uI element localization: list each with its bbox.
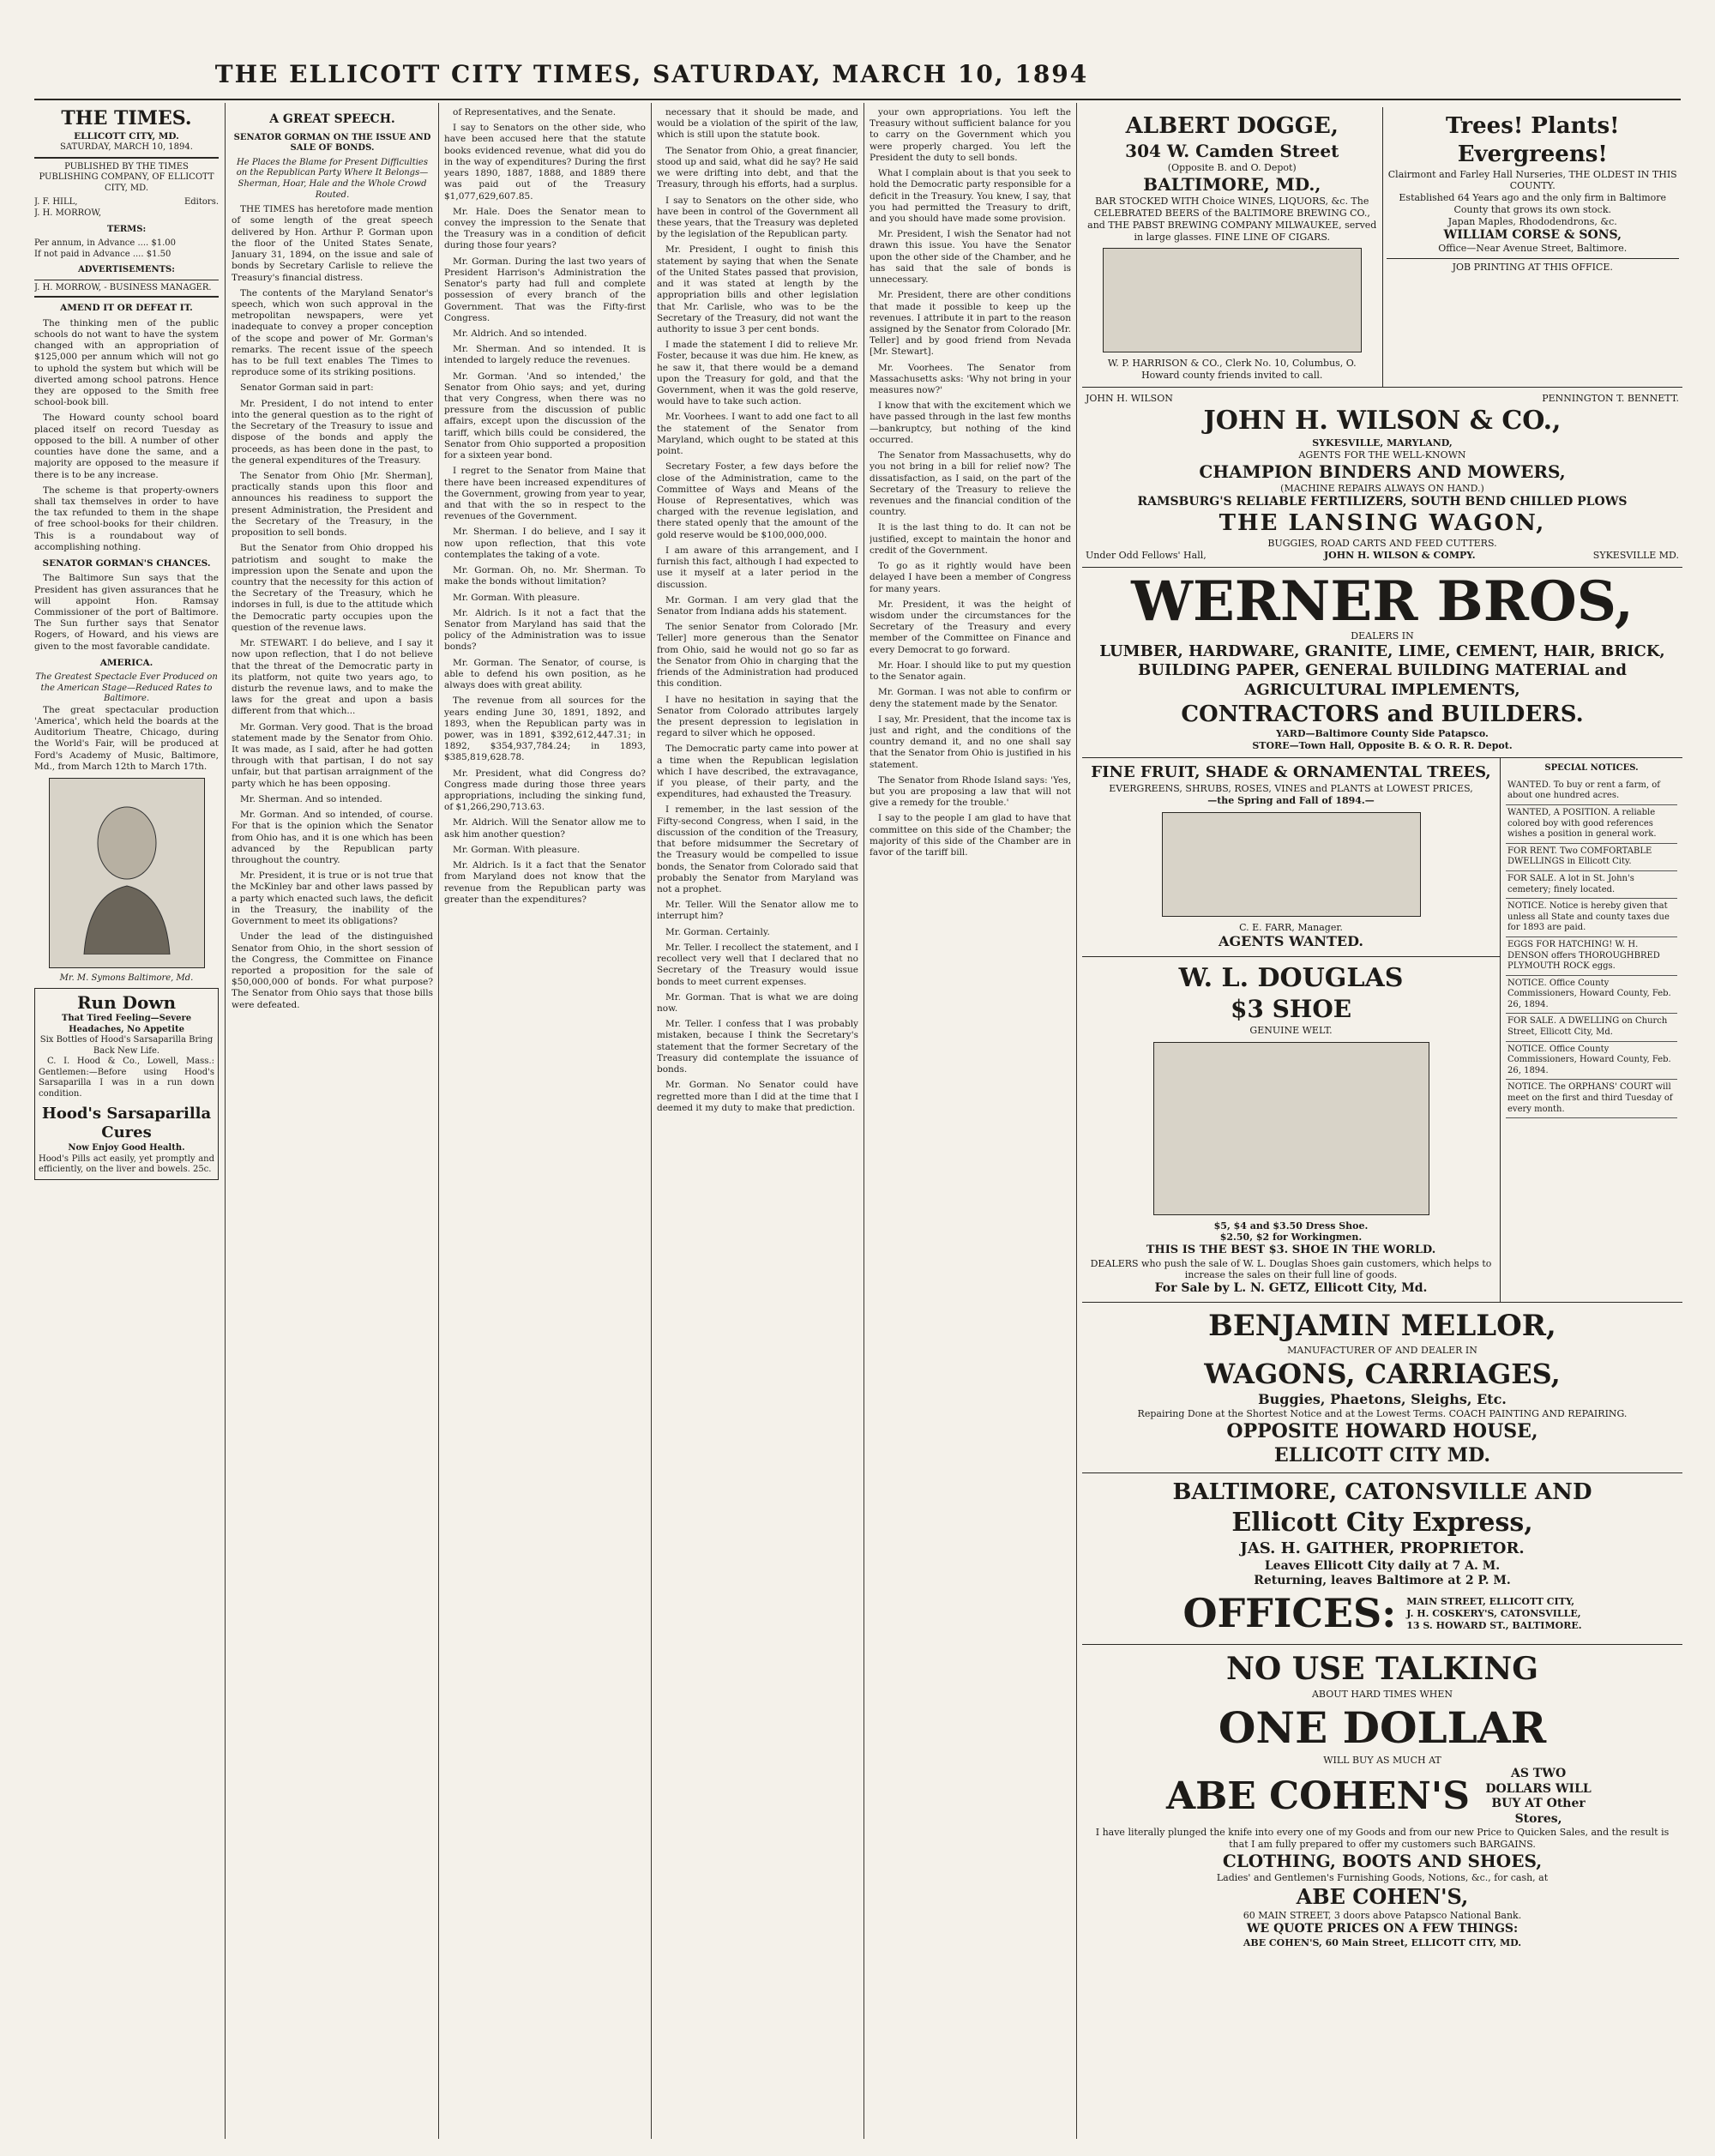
ad-line: JAS. H. GAITHER, PROPRIETOR.	[1240, 1539, 1525, 1557]
article-head-america: AMERICA.	[99, 657, 153, 668]
ad-line: Established 64 Years ago and the only firm in Baltimore County that grows its own stock.	[1399, 192, 1667, 216]
ad-city: SYKESVILLE, MARYLAND,	[1312, 437, 1453, 449]
engraving-caption: W. P. HARRISON & CO., Clerk No. 10, Columbus, O.	[1107, 358, 1357, 370]
paragraph: Mr. President, what did Congress do? Congress made during those three years appropriations, including the sinking fund, of $1,266,290,713.63.	[444, 768, 646, 813]
ad-mellor	[1082, 1303, 1682, 1473]
notice-item: WANTED. To buy or rent a farm, of about one hundred acres.	[1506, 778, 1677, 805]
ad-line: Buggies, Phaetons, Sleighs, Etc.	[1258, 1390, 1507, 1407]
editors-label: Editors.	[184, 197, 219, 208]
paragraph: I say to the people I am glad to have that committee on this side of the Chamber; the majority of this side of the Chamber are in favor of the tariff bill.	[870, 813, 1071, 858]
notice-item: FOR SALE. A lot in St. John's cemetery; finely located.	[1506, 871, 1677, 899]
paragraph: Mr. Gorman. I was not able to confirm or deny the statement made by the Senator.	[870, 687, 1071, 709]
ad-foot: Howard county friends invited to call.	[1141, 370, 1323, 382]
paragraph: I know that with the excitement which we have passed through in the last few months—bankruptcy, but nothing of the kind occurred.	[870, 400, 1071, 445]
ad-albert-dogge	[1082, 107, 1383, 387]
ad-line: WAGONS, CARRIAGES,	[1204, 1357, 1561, 1390]
ad-title: JOHN H. WILSON & CO.,	[1203, 406, 1562, 436]
paragraph: Mr. Hale. Does the Senator mean to convey the impression to the Senate that the Treasury was in a condition of deficit during those four years?	[444, 206, 646, 251]
column-rule	[225, 103, 226, 2139]
paragraph: Mr. Teller. I recollect the statement, and I recollect very well that I declared that no Secretary of the Treasury would issue bonds to meet current expenses.	[657, 942, 858, 987]
paragraph: I regret to the Senator from Maine that there have been increased expenditures of the Government, growing from year to year, and that with the so in respect to the revenues of the Government.	[444, 466, 646, 522]
notice-item: NOTICE. Office County Commissioners, Howard County, Feb. 26, 1894.	[1506, 1042, 1677, 1081]
portrait-caption: Mr. M. Symons Baltimore, Md.	[59, 973, 194, 984]
paragraph: Mr. Voorhees. The Senator from Massachusetts asks: 'Why not bring in your measures now?'	[870, 362, 1071, 396]
paragraph: Mr. President, it was the height of wisdom under the circumstances for the Secretary of the Treasury and every member of the Committee on Finance and every Democrat to go forward.	[870, 599, 1071, 655]
ad-title: Ellicott City Express,	[1231, 1508, 1533, 1539]
ad-abe-cohen	[1082, 1645, 1682, 1954]
office-address: 13 S. HOWARD ST., BALTIMORE.	[1406, 1619, 1582, 1631]
date-line: SATURDAY, MARCH 10, 1894.	[60, 142, 193, 152]
office-address: MAIN STREET, ELLICOTT CITY,	[1406, 1596, 1575, 1608]
article-sub-america: The Greatest Spectacle Ever Produced on the American Stage—Reduced Rates to Baltimore.	[35, 672, 218, 704]
paragraph: Mr. Gorman. With pleasure.	[453, 592, 581, 603]
ad-head-run-down: Run Down	[76, 991, 177, 1013]
paragraph: Mr. Gorman. Oh, no. Mr. Sherman. To make the bonds without limitation?	[444, 565, 646, 587]
paragraph: Mr. President, there are other conditions that made it possible to keep up the revenues. I attribute it in part to the reason assigned by the Senator from Colorado [Mr. Teller] and by good friend from Nevada [Mr. Stewart].	[870, 290, 1071, 358]
paragraph: I say to Senators on the other side, who have been in control of the Government all these years, that the Treasury was depleted by the legislation of the Republican party.	[657, 195, 858, 240]
paragraph: Mr. Sherman. And so intended.	[240, 793, 382, 804]
ad-tag: Now Enjoy Good Health.	[68, 1143, 185, 1153]
ad-title: WERNER BROS,	[1131, 569, 1634, 634]
notice-item: NOTICE. Office County Commissioners, Howard County, Feb. 26, 1894.	[1506, 976, 1677, 1015]
article-dek: He Places the Blame for Present Difficulties on the Republican Party Where It Belongs—Sherman, Hoar, Hale and the Whole Crowd Routed.	[236, 157, 429, 200]
ad-city: BALTIMORE, MD.,	[1143, 173, 1321, 195]
paragraph: I have no hesitation in saying that the Senator from Colorado attributes largely the present depression to legislation in regard to silver which he opposed.	[657, 694, 858, 739]
brewery-engraving	[1103, 248, 1362, 352]
paragraph: To go as it rightly would have been delayed I have been a member of Congress for many years.	[870, 561, 1071, 594]
paragraph: Mr. Gorman. I am very glad that the Senator from Indiana adds his statement.	[657, 594, 858, 617]
ad-title: Trees! Plants! Evergreens!	[1445, 113, 1620, 167]
article-head-amend: AMEND IT OR DEFEAT IT.	[60, 303, 193, 314]
ad-title: W. L. DOUGLAS	[1178, 962, 1404, 993]
ad-title: ALBERT DOGGE,	[1125, 113, 1339, 139]
ad-werner	[1082, 568, 1682, 759]
ad-body: C. I. Hood & Co., Lowell, Mass.: Gentlemen:—Before using Hood's Sarsaparilla I was in a run down condition.	[39, 1057, 214, 1099]
city-line: ELLICOTT CITY, MD.	[74, 130, 179, 142]
ad-line: ELLICOTT CITY MD.	[1273, 1443, 1491, 1466]
partner-name: PENNINGTON T. BENNETT.	[1542, 393, 1679, 405]
ad-name: WILLIAM CORSE & SONS,	[1443, 227, 1622, 242]
paragraph: The Baltimore Sun says that the President has given assurances that he will appoint Hon. Ramsay Commissioner of the port of Baltimore. The Sun further says that Senator Rogers, of Howard, and his views are given to the most favorable candidate.	[34, 573, 219, 652]
paragraph: It is the last thing to do. It can not be justified, except to maintain the honor and credit of the Government.	[870, 522, 1071, 556]
terms-1: Per annum, in Advance .... $1.00	[34, 238, 176, 249]
ad-title: BALTIMORE, CATONSVILLE AND	[1172, 1479, 1592, 1506]
ad-banner: THIS IS THE BEST $3. SHOE IN THE WORLD.	[1146, 1244, 1436, 1257]
ad-line: ABOUT HARD TIMES WHEN	[1311, 1689, 1453, 1701]
ad-line: Repairing Done at the Shortest Notice and at the Lowest Terms. COACH PAINTING AND REPAIRING.	[1137, 1408, 1628, 1420]
masthead: THE ELLICOTT CITY TIMES, SATURDAY, MARCH 10, 1894	[214, 60, 1089, 88]
ad-title: FINE FRUIT, SHADE & ORNAMENTAL TREES,	[1091, 763, 1491, 782]
ad-location: Office—Near Avenue Street, Baltimore.	[1438, 243, 1628, 255]
paragraph: The revenue from all sources for the years ending June 30, 1891, 1892, and 1893, when the Republican party was in power, was in 1891, $392,612,447.31; in 1892, $354,937,784.24; in 1893, $385,819,628.78.	[444, 696, 646, 763]
top-rule	[34, 99, 1681, 100]
ad-express	[1082, 1473, 1682, 1644]
ad-line: C. E. FARR, Manager.	[1239, 921, 1343, 933]
ad-foot: JOHN H. WILSON & COMPY.	[1323, 549, 1476, 561]
ad-line: BUGGIES, ROAD CARTS AND FEED CUTTERS.	[1267, 537, 1497, 549]
ad-line: THE LANSING WAGON,	[1219, 510, 1546, 537]
article-body	[870, 107, 1071, 858]
paragraph: The senior Senator from Colorado [Mr. Teller] more generous than the Senator from Ohio, said he would not go so far as the Senator from Ohio in charging that the friends of the Administration had produced this condition.	[657, 622, 858, 690]
manager-line: J. H. MORROW, - BUSINESS MANAGER.	[34, 280, 219, 298]
paragraph: of Representatives, and the Senate.	[453, 107, 617, 117]
paragraph: Mr. Gorman. And so intended, of course. For that is the opinion which the Senator from Ohio has, and it is one which has been advanced by the Republican party throughout the country.	[232, 810, 433, 865]
paragraph: I am aware of this arrangement, and I furnish this fact, although I had expected to use it myself at a later period in the discussion.	[657, 545, 858, 590]
paragraph: Mr. Hoar. I should like to put my question to the Senator again.	[870, 659, 1071, 683]
notice-item: FOR RENT. Two COMFORTABLE DWELLINGS in Ellicott City.	[1506, 844, 1677, 871]
paragraph: necessary that it should be made, and would be a violation of the spirit of the law, which is still upon the statute book.	[657, 107, 858, 141]
ad-line: EVERGREENS, SHRUBS, ROSES, VINES and PLANTS at LOWEST PRICES,	[1109, 782, 1473, 794]
ad-line: AS TWO DOLLARS WILL BUY AT Other Stores,	[1485, 1766, 1592, 1826]
ad-line: AGENTS WANTED.	[1219, 933, 1363, 950]
paragraph: I say, Mr. President, that the income tax is just and right, and the conditions of the country demand it, and no one shall say that the Senator from Ohio is justified in his statement.	[870, 714, 1071, 770]
paragraph: Mr. President, I do not intend to enter into the general question as to the right of the Secretary of the Treasury to issue and dispose of the bonds and apply the proceeds, as has been done in the past, to the general expenditures of the Treasury.	[232, 398, 433, 466]
ad-line: CONTRACTORS and BUILDERS.	[1181, 701, 1584, 727]
article-title: A GREAT SPEECH.	[269, 112, 395, 126]
paragraph: The Howard county school board placed itself on record Tuesday as opposed to the bill. A number of other counties have done the same, and a majority are opposed to the measure if there is to be any increase.	[34, 413, 219, 480]
column-1	[34, 107, 219, 2139]
ad-address-note: (Opposite B. and O. Depot)	[1167, 161, 1297, 173]
paragraph: But the Senator from Ohio dropped his patriotism and sought to make the impression upon the Senate and upon the country that the necessity for this action of the Secretary of the Treasury, which he indorses in full, is due to the attitude which the Democratic party occupies upon the question of the revenue laws.	[232, 543, 433, 633]
paragraph: The Senator from Ohio, a great financier, stood up and said, what did he say? He said we were drifting into debt, and that the Treasury, through his efforts, had a surplus.	[657, 145, 858, 190]
paragraph: I made the statement I did to relieve Mr. Foster, because it was due him. He knew, as he saw it, that there would be a demand upon the Treasury for gold, and that the Government, when it was the gold reserve, would have to take such action.	[657, 340, 858, 407]
ad-foot: Hood's Pills act easily, yet promptly and efficiently, on the liver and bowels. 25c.	[39, 1153, 214, 1175]
ad-line: CHAMPION BINDERS AND MOWERS,	[1199, 461, 1566, 482]
publisher: PUBLISHED BY THE TIMES PUBLISHING COMPANY, OF ELLICOTT CITY, MD.	[39, 161, 214, 193]
ad-line: OFFICES:	[1182, 1589, 1397, 1636]
paragraph: Secretary Foster, a few days before the close of the Administration, came to the Committee of Ways and Means of the House of Representatives, which was charged with the revenue legislation, and there stated openly that the amount of the gold reserve would be $100,000,000.	[657, 461, 858, 540]
ad-foot: SYKESVILLE MD.	[1592, 549, 1679, 561]
fruit-engraving	[1162, 812, 1421, 917]
paragraph: Mr. Gorman. No Senator could have regretted more than I did at the time that I deemed it my duty to make that prediction.	[657, 1080, 858, 1113]
notice-item: EGGS FOR HATCHING! W. H. DENSON offers THOROUGHBRED PLYMOUTH ROCK eggs.	[1506, 937, 1677, 976]
paragraph: Mr. Teller. I confess that I was probably mistaken, because I think the Secretary's statement that the former Secretary of the Treasury did contemplate the issuance of bonds.	[657, 1019, 858, 1075]
ad-trees	[1383, 107, 1683, 387]
paragraph: The scheme is that property-owners shall tax themselves in order to have the tax refunded to them in the shape of free school-books for their children. This is a roundabout way of accomplishing nothing.	[34, 485, 219, 552]
paragraph: Mr. Aldrich. Will the Senator allow me to ask him another question?	[444, 817, 646, 840]
paragraph: Mr. Aldrich. And so intended.	[453, 328, 587, 339]
ad-wilson	[1082, 388, 1682, 568]
ad-line: LUMBER, HARDWARE, GRANITE, LIME, CEMENT, HAIR, BRICK, BUILDING PAPER, GENERAL BUILDING MATERIAL and AGRICULTURAL IMPLEMENTS,	[1099, 641, 1665, 700]
paragraph: The Senator from Massachusetts, why do you not bring in a bill for relief now? The dissatisfaction, as I said, on the part of the Secretary of the Treasury to relieve the revenues and the financial condition of the country.	[870, 450, 1071, 518]
ad-line: GENUINE WELT.	[1249, 1024, 1333, 1036]
ad-line: $5, $4 and $3.50 Dress Shoe.	[1213, 1220, 1369, 1232]
paragraph: The thinking men of the public schools do not want to have the system changed with an appropriation of $125,000 per annum which will not go to uphold the system but which will be diverted among school patrons. Hence they are opposed to the Smith free school-book bill.	[34, 317, 219, 408]
paragraph: Mr. Gorman. That is what we are doing now.	[657, 991, 858, 1014]
notices-head: SPECIAL NOTICES.	[1544, 763, 1639, 774]
paragraph: Mr. President, I wish the Senator had not drawn this issue. You have the Senator upon the other side of the Chamber, and he has said that the sale of bonds is unnecessary.	[870, 229, 1071, 286]
ad-foot: Under Odd Fellows' Hall,	[1086, 549, 1207, 561]
terms-head: TERMS:	[106, 224, 147, 234]
ad-address: 60 MAIN STREET, 3 doors above Patapsco National Bank.	[1243, 1910, 1522, 1922]
editor-2: J. H. MORROW,	[34, 208, 102, 218]
special-notices	[1501, 758, 1682, 1302]
ad-sub: That Tired Feeling—Severe Headaches, No Appetite	[61, 1013, 192, 1034]
paragraph: Mr. Gorman. Very good. That is the broad statement made by the Senator from Ohio. It was made, as I said, after he had gotten through with that partisan, I do not say unfair, but that partisan arraignment of the party which he has been opposing.	[232, 721, 433, 789]
notice-item: WANTED, A POSITION. A reliable colored boy with good references wishes a position in general work.	[1506, 805, 1677, 844]
portrait-engraving	[49, 778, 205, 968]
column-2	[232, 107, 433, 2139]
paragraph: I say to Senators on the other side, who have been accused here that the statute books evidenced revenue, what did you do in the way of expenditures? During the first years 1890, 1887, 1888, and 1889 there was paid out of the Treasury $1,077,629,607.85.	[444, 123, 646, 202]
article-body	[444, 107, 646, 906]
ad-line: Leaves Ellicott City daily at 7 A. M.	[1264, 1558, 1501, 1573]
paragraph: What I complain about is that you seek to hold the Democratic party responsible for a deficit in the Treasury. You knew, I say, that you had permitted the Treasury to drift, and you should have made some provision.	[870, 168, 1071, 224]
shoe-engraving	[1153, 1042, 1429, 1215]
article-body	[232, 204, 433, 1011]
ad-line: RAMSBURG'S RELIABLE FERTILIZERS, SOUTH BEND CHILLED PLOWS	[1137, 494, 1628, 509]
ad-line: $3 SHOE	[1230, 995, 1352, 1024]
ad-line: WE QUOTE PRICES ON A FEW THINGS:	[1246, 1922, 1519, 1936]
ad-name: ABE COHEN'S,	[1296, 1884, 1469, 1910]
ad-line: —the Spring and Fall of 1894.—	[1207, 794, 1375, 806]
paragraph: Mr. STEWART. I do believe, and I say it now upon reflection, that I do not believe that the threat of the Democratic party in its platform, not quite two years ago, to disturb the revenue laws, and to make the laws for the great and upon a basis different from that which...	[232, 638, 433, 717]
ad-line: $2.50, $2 for Workingmen.	[1219, 1232, 1363, 1244]
paragraph: I remember, in the last session of the Fifty-second Congress, when I said, in the discussion of the condition of the Treasury, that before midsummer the Secretary of the Treasury would be compelled to issue bonds, the Senator from Colorado said that probably the Senator from Maryland was not a prophet.	[657, 804, 858, 894]
office-address: J. H. COSKERY'S, CATONSVILLE,	[1406, 1607, 1581, 1619]
column-3	[444, 107, 646, 2139]
ad-address: 304 W. Camden Street	[1125, 140, 1339, 161]
ad-line: WILL BUY AS MUCH AT	[1323, 1755, 1441, 1767]
paragraph: Mr. Sherman. I do believe, and I say it now upon reflection, that this vote contemplates the taking of a vote.	[444, 527, 646, 560]
paragraph: Mr. Gorman. The Senator, of course, is able to defend his own position, as he always does with great ability.	[444, 657, 646, 691]
ad-line: Returning, leaves Baltimore at 2 P. M.	[1254, 1574, 1511, 1588]
paragraph: The Senator from Ohio [Mr. Sherman], practically stands upon this floor and announces his readiness to support the present Administration, the President and the Secretary of the Treasury, in the proposition to sell bonds.	[232, 471, 433, 539]
ad-line: DEALERS who push the sale of W. L. Douglas Shoes gain customers, which helps to increase the sales on their full line of goods.	[1090, 1257, 1492, 1281]
paragraph: The Democratic party came into power at a time when the Republican legislation which I have described, the extravagance, if you please, of their party, and the expenditures, had exhausted the Treasury.	[657, 744, 858, 800]
column-rule	[438, 103, 439, 2139]
paragraph: The Senator from Rhode Island says: 'Yes, but you are proposing a law that will not give a remedy for the trouble.'	[870, 774, 1071, 809]
partner-name: JOHN H. WILSON	[1086, 393, 1173, 405]
ad-line: (MACHINE REPAIRS ALWAYS ON HAND.)	[1280, 482, 1484, 494]
paragraph: Mr. President, it is true or is not true that the McKinley bar and other laws passed by a party which enacted such laws, the deficit in the Treasury, the inability of the Government to meet its obligations?	[232, 870, 433, 927]
paragraph: your own appropriations. You left the Treasury without sufficient balance for you to carry on the Government which you were properly charged. You left the President the duty to sell bonds.	[870, 107, 1071, 163]
adv-head: ADVERTISEMENTS:	[78, 265, 175, 275]
notice-item: FOR SALE. A DWELLING on Church Street, Ellicott City, Md.	[1506, 1014, 1677, 1041]
paragraph: Mr. Sherman. And so intended. It is intended to largely reduce the revenues.	[444, 344, 646, 366]
ad-douglas	[1082, 957, 1500, 1302]
column-rule	[651, 103, 652, 2139]
paragraph: Mr. Gorman. 'And so intended,' the Senator from Ohio says; and yet, during that very Congress, when there was no pressure from the discussion of public affairs, except upon the discussion of the tariff, which bills could be considered, the Senator from Ohio supported a proposition for a sixteen year bond.	[444, 370, 646, 461]
ad-line: CLOTHING, BOOTS AND SHOES,	[1222, 1851, 1543, 1872]
ad-body: BAR STOCKED WITH Choice WINES, LIQUORS, &c. The CELEBRATED BEERS of the BALTIMORE BREWING CO., and THE PABST BREWING COMPANY MILWAUKEE, served in large glasses. FINE LINE OF CIGARS.	[1087, 195, 1377, 243]
notice-list	[1506, 778, 1677, 1118]
advertisement-column	[1082, 107, 1682, 2139]
ad-title: NO USE TALKING	[1225, 1650, 1538, 1687]
paragraph: THE TIMES has heretofore made mention of some length of the great speech delivered by Hon. Arthur P. Gorman upon the floor of the United States Senate, January 31, 1894, on the issue and sale of bonds by Secretary Carlisle to relieve the Treasury's financial distress.	[232, 204, 433, 283]
ad-line: For Sale by L. N. GETZ, Ellicott City, Md.	[1154, 1281, 1428, 1296]
paragraph: Mr. Teller. Will the Senator allow me to interrupt him?	[657, 900, 858, 922]
ad-title: BENJAMIN MELLOR,	[1208, 1308, 1556, 1343]
ad-foot: ABE COHEN'S, 60 Main Street, ELLICOTT CITY, MD.	[1243, 1936, 1522, 1948]
ad-sub2: Six Bottles of Hood's Sarsaparilla Bring Back New Life.	[39, 1035, 214, 1056]
notice-item: NOTICE. The ORPHANS' COURT will meet on the first and third Tuesday of every month.	[1506, 1080, 1677, 1118]
notice-item: NOTICE. Notice is hereby given that unless all State and county taxes due for 1893 are paid.	[1506, 899, 1677, 937]
article-head-gorman: SENATOR GORMAN'S CHANCES.	[42, 558, 211, 569]
paragraph: Mr. Gorman. With pleasure.	[453, 844, 581, 855]
ad-line: STORE—Town Hall, Opposite B. & O. R. R. Depot.	[1252, 740, 1513, 752]
paragraph: Mr. President, I ought to finish this statement by saying that when the Senate of the United States passed that provision, and it was stated at length by the appropriation bills and other legislation that Mr. Carlisle, who was to be the Secretary of the Treasury, did not want the authority to issue 3 per cent bonds.	[657, 244, 858, 334]
ad-brand: Hood's Sarsaparilla Cures	[41, 1104, 212, 1142]
ad-line: OPPOSITE HOWARD HOUSE,	[1226, 1419, 1538, 1442]
nameplate: THE TIMES.	[61, 107, 192, 129]
article-subtitle: SENATOR GORMAN ON THE ISSUE AND SALE OF BONDS.	[233, 132, 431, 154]
ad-line: Ladies' and Gentlemen's Furnishing Goods, Notions, &c., for cash, at	[1216, 1872, 1549, 1884]
column-4	[657, 107, 858, 2139]
paragraph: Mr. Voorhees. I want to add one fact to all the statement of the Senator from Maryland, which ought to be stated at this point.	[657, 412, 858, 457]
article-body	[657, 107, 858, 1114]
ad-name: ABE COHEN'S	[1165, 1774, 1471, 1819]
paragraph: The contents of the Maryland Senator's speech, which won such approval in the metropolitan newspapers, were yet inadequate to convey a proper conception of the scope and power of Mr. Gorman's remarks. The recent issue of the speech has to be full text enables The Times to reproduce some of its striking positions.	[232, 287, 433, 378]
ad-fruit-trees	[1082, 758, 1500, 956]
paragraph: Mr. Aldrich. Is it a fact that the Senator from Maryland does not know that the revenue from the Republican party was greater than the expenditures?	[444, 860, 646, 905]
paragraph: Mr. Gorman. Certainly.	[665, 926, 770, 937]
ad-line: ONE DOLLAR	[1218, 1702, 1547, 1754]
ad-line: YARD—Baltimore County Side Patapsco.	[1276, 728, 1489, 740]
paragraph: Mr. Gorman. During the last two years of President Harrison's Administration the Senator's party had full and complete possession of every branch of the Government. That was the Fifty-first Congress.	[444, 256, 646, 323]
paragraph: The great spectacular production 'America', which held the boards at the Auditorium Theatre, Chicago, during the World's Fair, will be produced at Ford's Academy of Music, Baltimore, Md., from March 12th to March 17th.	[34, 704, 219, 772]
ad-line: Japan Maples, Rhododendrons, &c.	[1447, 215, 1617, 227]
paragraph: Senator Gorman said in part:	[240, 382, 374, 394]
column-5	[870, 107, 1071, 2139]
ad-line: MANUFACTURER OF AND DEALER IN	[1287, 1344, 1477, 1356]
ad-line: DEALERS IN	[1351, 629, 1414, 641]
ad-body: I have literally plunged the knife into every one of my Goods and from our new Price to Quicken Sales, and the result is that I am fully prepared to offer my customers such BARGAINS.	[1095, 1827, 1670, 1851]
column-rule	[1076, 103, 1077, 2139]
ad-line: Clairmont and Farley Hall Nurseries, THE OLDEST IN THIS COUNTY.	[1387, 168, 1677, 192]
ad-line: AGENTS FOR THE WELL-KNOWN	[1298, 449, 1466, 461]
terms-2: If not paid in Advance .... $1.50	[34, 249, 172, 259]
paragraph: Under the lead of the distinguished Senator from Ohio, in the short session of the Congress, the Committee on Finance reported a proposition for the sale of $50,000,000 of bonds. For what purpose? The Senator from Ohio says that those bills were defeated.	[232, 931, 433, 1010]
editor-1: J. F. HILL,	[34, 197, 78, 208]
job-printing-notice: JOB PRINTING AT THIS OFFICE.	[1387, 258, 1680, 274]
paragraph: Mr. Aldrich. Is it not a fact that the Senator from Maryland has said that the policy of the Administration was to issue bonds?	[444, 607, 646, 653]
